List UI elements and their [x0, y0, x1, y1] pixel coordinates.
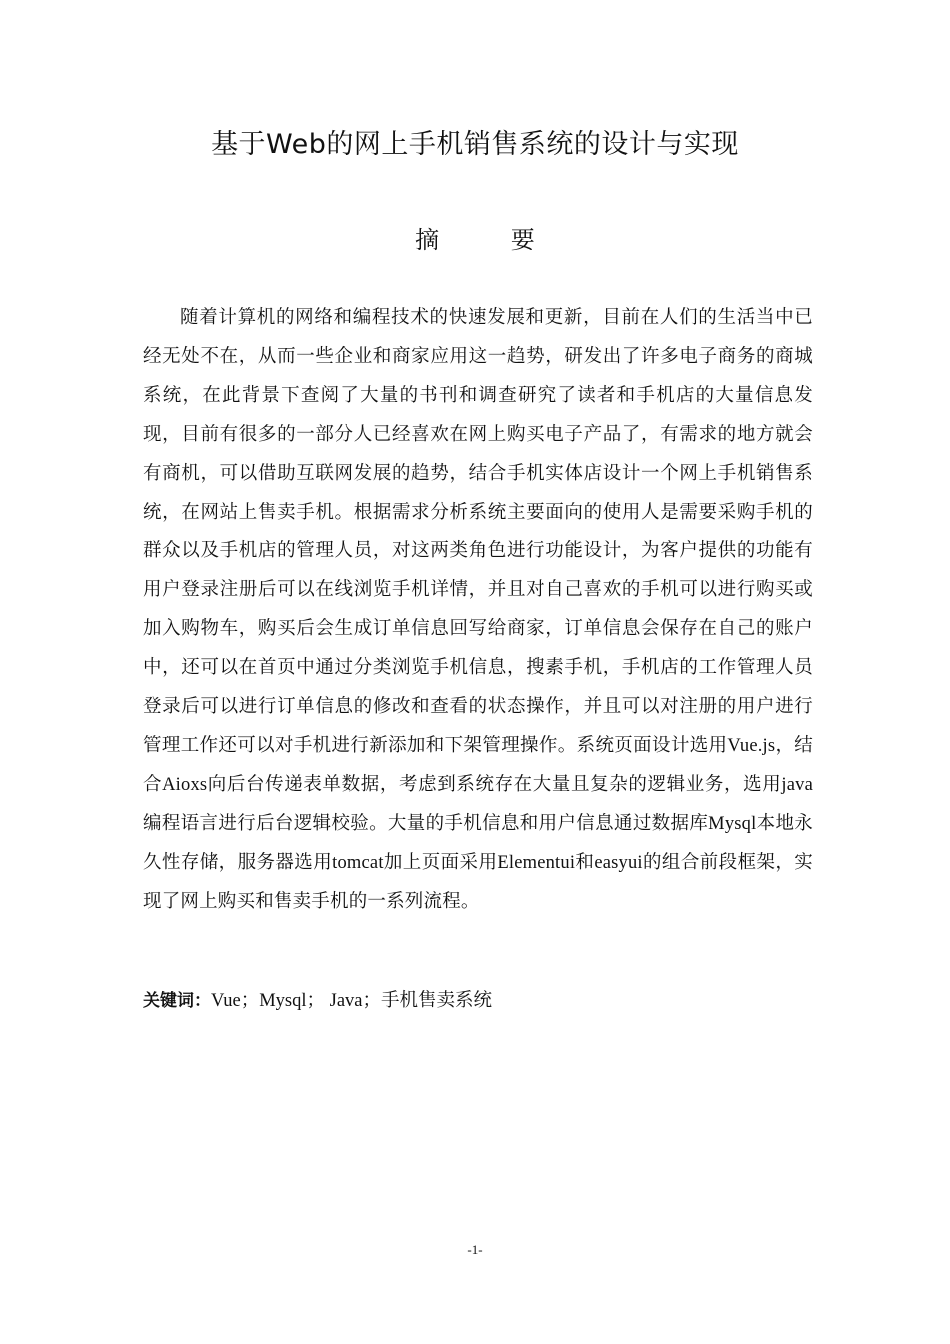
- keywords-line: [143, 986, 813, 1016]
- keywords-value: Vue；Mysql； Java；手机售卖系统: [211, 991, 492, 1011]
- page-number: -1-: [467, 1242, 483, 1257]
- abstract-heading: 摘 要: [415, 226, 557, 254]
- keywords-label: 关键词：: [143, 991, 211, 1011]
- abstract-body: 随着计算机的网络和编程技术的快速发展和更新，目前在人们的生活当中已经无处不在，从而一些企业和商家应用这一趋势，研发出了许多电子商务的商城系统，在此背景下查阅了大量的书刊和调查研究了读者和手机店的大量信息发现，目前有很多的一部分人已经喜欢在网上购买电子产品了，有需求的地方就会有商机，可以借助互联网发展的趋势，结合手机实体店设计一个网上手机销售系统，在网站上售卖手机。根据需求分析系统主要面向的使用人是需要采购手机的群众以及手机店的管理人员，对这两类角色进行功能设计，为客户提供的功能有用户登录注册后可以在线浏览手机详情，并且对自己喜欢的手机可以进行购买或加入购物车，购买后会生成订单信息回写给商家，订单信息会保存在自己的账户中，还可以在首页中通过分类浏览手机信息，搜素手机，手机店的工作管理人员登录后可以进行订单信息的修改和查看的状态操作，并且可以对注册的用户进行管理工作还可以对手机进行新添加和下架管理操作。系统页面设计选用Vue.js，结合Aioxs向后台传递表单数据，考虑到系统存在大量且复杂的逻辑业务，选用java编程语言进行后台逻辑校验。大量的手机信息和用户信息通过数据库Mysql本地永久性存储，服务器选用tomcat加上页面采用Elementui和easyui的组合前段框架，实现了网上购买和售卖手机的一系列流程。: [143, 308, 813, 912]
- document-title: 基于Web的网上手机销售系统的设计与实现: [211, 129, 739, 160]
